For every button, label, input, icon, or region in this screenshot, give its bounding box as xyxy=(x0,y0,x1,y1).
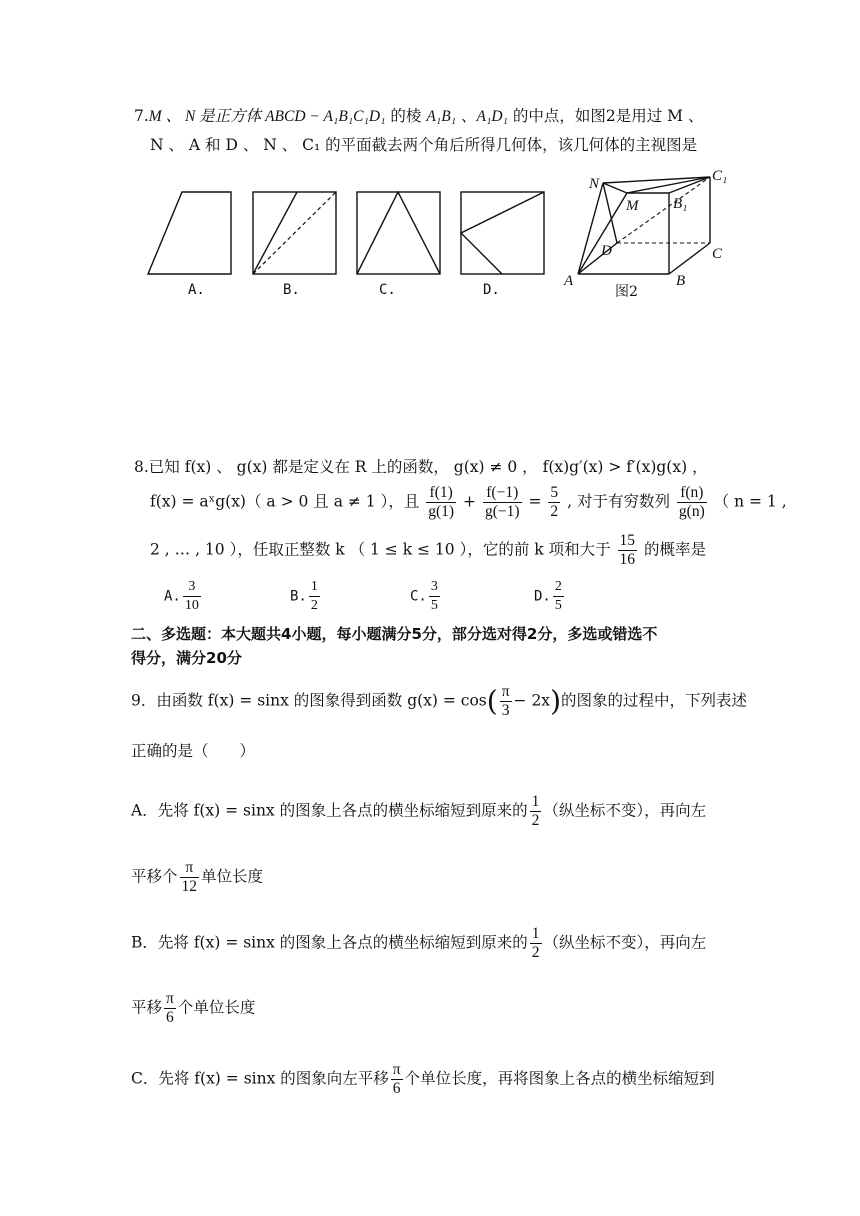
frac-5-2: $\frac{5}{2}$ xyxy=(550,484,559,520)
q9-b-text-b: （纵坐标不变），再向左 xyxy=(543,933,707,952)
frac-pi-6-c: $\frac{\pi}{6}$ xyxy=(392,1061,401,1097)
q9-b-text-a: B．先将 f(x) = sinx 的图象上各点的横坐标缩短到原来的 xyxy=(131,933,528,952)
q7-text-b: 的棱 xyxy=(385,107,427,125)
q9-b2-text-a: 平移 xyxy=(131,998,163,1017)
q9-intro-b: − 2x xyxy=(513,691,551,710)
q9-a-text-a: A．先将 f(x) = sinx 的图象上各点的横坐标缩短到原来的 xyxy=(131,801,528,820)
q9-intro-line2: 正确的是（ ） xyxy=(131,742,256,760)
frac-a-half: $\frac{1}{2}$ xyxy=(531,793,540,829)
plus-sign: + xyxy=(463,492,477,511)
q8-option-b: B. $\frac{1}{2}$ xyxy=(290,579,318,613)
frac-b-half: $\frac{1}{2}$ xyxy=(531,925,540,961)
section2-heading-line1: 二、多选题：本大题共4小题，每小题满分5分，部分选对得2分，多选或错选不 xyxy=(131,625,658,643)
q7-text-c: 的中点，如图2是用过 M 、 xyxy=(507,107,704,125)
q8-options xyxy=(164,578,566,615)
label-b1: B₁ xyxy=(673,196,688,212)
option-c-label: C. xyxy=(379,282,396,298)
q8-line1 xyxy=(134,457,708,477)
q7-sep: 、 xyxy=(456,107,477,125)
q9-option-b-line2 xyxy=(131,990,255,1027)
q9-b2-text-b: 个单位长度 xyxy=(177,998,256,1017)
q7-text-a: M 、 N 是正方体 xyxy=(148,108,266,125)
option-b-figure xyxy=(253,192,336,274)
option-c-figure xyxy=(357,192,440,274)
q9-intro-line1: 9．由函数 f(x) = sinx 的图象得到函数 g(x) = cos( $\frac{\pi}{3}$ − 2x)的图象的过程中，下列表述 xyxy=(131,683,748,719)
q7-cube-name: ABCD − A₁B₁C₁D₁ xyxy=(265,108,386,125)
figure2-caption: 图2 xyxy=(615,284,638,300)
option-d-figure xyxy=(461,192,544,274)
q8-option-d: D. $\frac{2}{5}$ xyxy=(534,579,562,613)
equals-sign: = xyxy=(528,492,542,511)
q9-option-c-line1 xyxy=(131,1061,715,1098)
q9-intro-c: 的图象的过程中，下列表述 xyxy=(561,691,748,710)
label-c1: C₁ xyxy=(712,170,728,184)
q8-option-c: C. $\frac{3}{5}$ xyxy=(410,579,438,613)
q7-options-figures xyxy=(0,170,860,470)
frac-fn-gn: $\frac{f(n)}{g(n)}$ xyxy=(678,484,705,520)
q9-intro-a: 9．由函数 f(x) = sinx 的图象得到函数 g(x) = cos xyxy=(131,691,487,710)
q8-text-line3a: 2 , … , 10 ），任取正整数 k （ 1 ≤ k ≤ 10 ），它的前 k 项和大于 xyxy=(150,540,611,559)
q9-a-text-b: （纵坐标不变），再向左 xyxy=(543,801,707,820)
option-d-label: D. xyxy=(483,282,500,298)
q9-a2-text-b: 单位长度 xyxy=(201,867,264,886)
frac-pi-12: $\frac{\pi}{12}$ xyxy=(181,859,198,895)
q8-line3 xyxy=(150,532,706,569)
q7-line2 xyxy=(150,135,697,155)
q7-edge1: A₁B₁ xyxy=(426,108,457,125)
q8-text-line2a: f(x) = aˣg(x)（ a > 0 且 a ≠ 1 ），且 xyxy=(150,492,420,511)
q8-text-line2c: （ n = 1 , xyxy=(713,492,787,511)
label-d: D xyxy=(601,243,612,259)
q7-number: 7. xyxy=(134,107,149,125)
q7-edge2: A₁D₁ xyxy=(476,108,508,125)
q9-option-a-line2 xyxy=(131,859,263,896)
q9-c-text-a: C．先将 f(x) = sinx 的图象向左平移 xyxy=(131,1069,389,1088)
option-a-trapezoid xyxy=(148,192,231,274)
label-a: A xyxy=(564,273,574,289)
frac-pi-6-b: $\frac{\pi}{6}$ xyxy=(166,990,174,1026)
q9-option-a-line1 xyxy=(131,793,706,830)
q7-line1 xyxy=(134,106,703,127)
frac-f1-g1: $\frac{f(1)}{g(1)}$ xyxy=(428,484,455,520)
section2-heading-line2: 得分，满分20分 xyxy=(131,649,242,667)
q8-option-a: A. $\frac{3}{10}$ xyxy=(164,579,199,613)
label-m: M xyxy=(626,198,639,214)
q7-text-line2: N 、 A 和 D 、 N 、 C₁ 的平面截去两个角后所得几何体，该几何体的主视图是 xyxy=(150,136,698,154)
option-b-label: B. xyxy=(283,282,300,298)
frac-15-16: $\frac{15}{16}$ xyxy=(619,532,636,568)
q9-a2-text-a: 平移个 xyxy=(131,867,178,886)
frac-fm1-gm1: $\frac{f(-1)}{g(-1)}$ xyxy=(484,484,520,520)
q9-option-b-line1 xyxy=(131,925,706,962)
frac-pi-3: $\frac{\pi}{3}$ xyxy=(501,683,510,719)
q9-c-text-b: 个单位长度，再将图象上各点的横坐标缩短到 xyxy=(404,1069,715,1088)
label-n: N xyxy=(589,176,600,192)
q8-text-line1: 已知 f(x) 、 g(x) 都是定义在 R 上的函数， g(x) ≠ 0 ， f(x)g′(x) > f′(x)g(x) ， xyxy=(148,458,708,476)
q8-number: 8. xyxy=(134,458,149,476)
q8-line2 xyxy=(150,484,787,521)
q8-text-line2b: , 对于有穷数列 xyxy=(567,492,670,511)
label-b: B xyxy=(676,273,686,289)
q8-text-line3b: 的概率是 xyxy=(643,540,706,559)
option-a-label: A. xyxy=(188,282,205,298)
label-c: C xyxy=(712,246,723,262)
figure2-labels xyxy=(563,170,727,289)
